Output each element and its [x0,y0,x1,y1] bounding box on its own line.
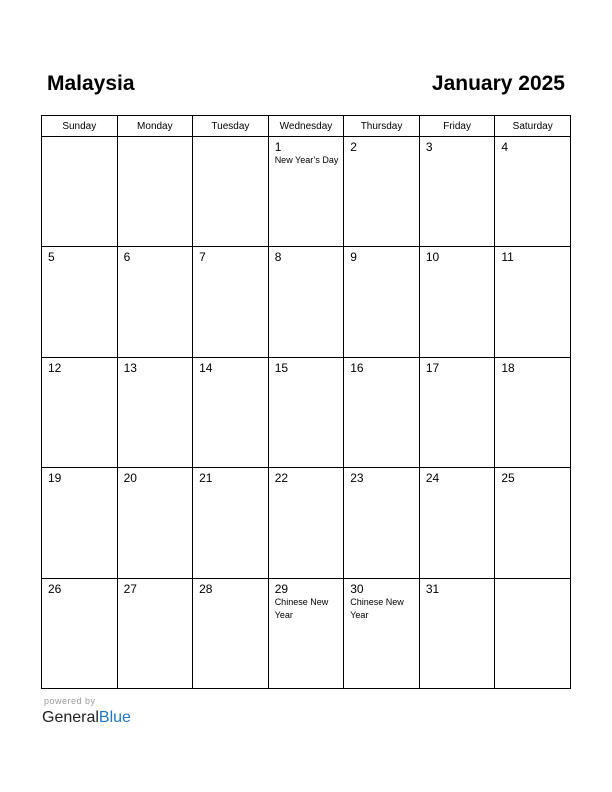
day-cell [495,137,571,247]
weekday-header-row [42,116,571,137]
holiday-label: Chinese New Year [274,596,329,620]
day-number: 11 [501,250,514,265]
day-cell [117,137,193,247]
day-number: 29 [274,581,289,596]
week-row [42,137,571,247]
day-cell [268,247,344,357]
week-row [42,578,571,688]
weekday-header-wednesday: Wednesday [268,116,344,137]
day-cell [495,357,571,467]
brand-general-text: General [42,709,99,726]
week-row [42,247,571,357]
weekday-header-saturday: Saturday [495,116,571,137]
day-cell [193,137,269,247]
weekday-header-thursday: Thursday [344,116,420,137]
day-cell [193,468,269,578]
day-cell [42,578,118,688]
day-cell [495,468,571,578]
day-cell [419,578,495,688]
day-number: 4 [501,140,509,154]
calendar-grid [41,115,571,689]
holiday-label: New Year’s Day [274,155,339,165]
day-number: 21 [199,471,213,486]
day-cell [419,468,495,578]
day-cell [495,247,571,357]
generalblue-logo [42,708,131,728]
day-cell [495,578,571,688]
day-cell [268,468,344,578]
day-cell [344,578,420,688]
day-cell [344,137,420,247]
day-cell [42,357,118,467]
day-number: 17 [425,360,440,375]
day-cell [193,578,269,688]
month-year-title: January 2025 [431,72,565,95]
day-number [193,137,268,140]
day-cell [344,357,420,467]
day-number [42,137,117,140]
day-number: 10 [425,250,440,265]
country-title: Malaysia [47,72,135,95]
day-cell [268,357,344,467]
day-number: 14 [199,360,213,375]
day-number: 8 [274,250,282,265]
day-cell [117,578,193,688]
day-cell [117,357,193,467]
week-row [42,357,571,467]
day-number: 9 [350,250,357,265]
day-cell [42,137,118,247]
weekday-header-tuesday: Tuesday [193,116,269,137]
day-number: 27 [123,581,137,596]
day-number: 25 [501,471,515,486]
day-number: 15 [274,360,289,375]
day-cell [42,247,118,357]
day-cell [193,247,269,357]
day-cell [268,137,344,247]
day-number: 1 [274,140,282,154]
day-cell [193,357,269,467]
day-number: 6 [123,250,131,265]
day-number: 16 [350,360,364,375]
day-number: 31 [425,581,440,596]
day-number [118,137,193,140]
day-number: 13 [123,360,137,375]
day-cell [268,578,344,688]
holiday-label: Chinese New Year [350,596,404,620]
day-number: 20 [123,471,137,486]
day-number: 19 [48,471,62,486]
day-number: 26 [48,581,62,596]
day-number: 23 [350,471,364,486]
day-cell [419,137,495,247]
day-number: 7 [199,250,206,265]
brand-blue-text: Blue [98,709,131,726]
day-cell [117,468,193,578]
day-number: 12 [48,360,62,375]
day-number: 18 [501,360,515,375]
weekday-header-friday: Friday [419,116,495,137]
day-cell [42,468,118,578]
weekday-header-sunday: Sunday [42,116,118,137]
powered-by-label: powered by [44,696,96,706]
weekday-header-monday: Monday [117,116,193,137]
day-number [495,579,570,582]
day-cell [344,247,420,357]
day-cell [419,247,495,357]
day-number: 30 [350,581,364,596]
day-number: 2 [350,140,357,154]
day-cell [117,247,193,357]
day-number: 5 [48,250,55,265]
day-number: 3 [425,140,433,154]
day-cell [344,468,420,578]
day-cell [419,357,495,467]
day-number: 28 [199,581,213,596]
week-row [42,468,571,578]
day-number: 24 [425,471,440,486]
day-number: 22 [274,471,289,486]
